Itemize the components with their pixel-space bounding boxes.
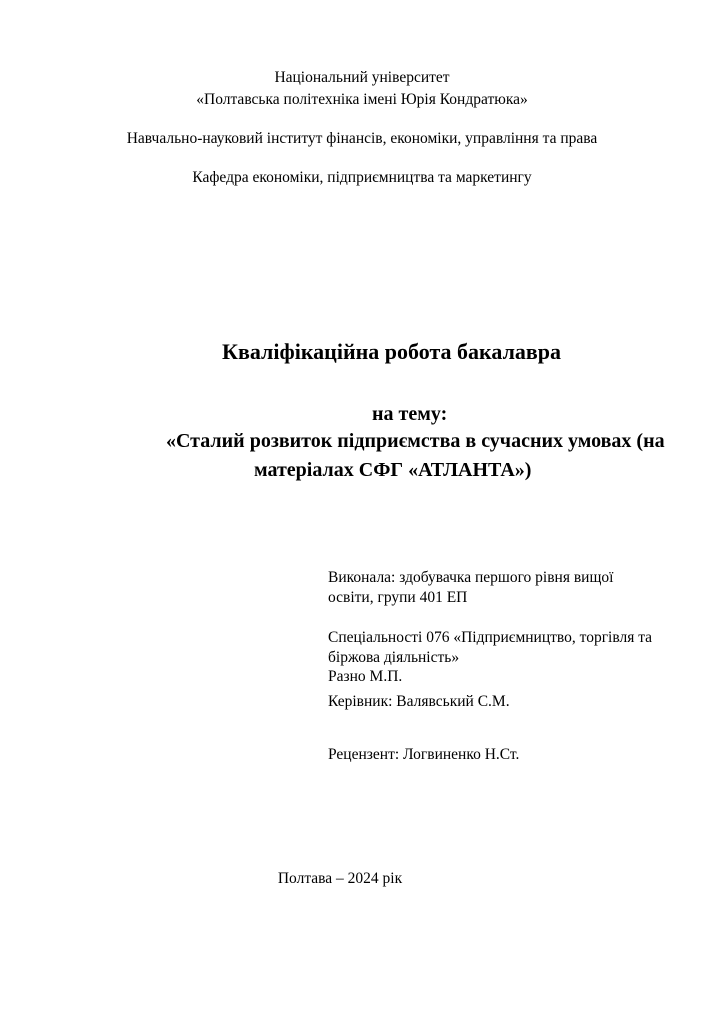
supervisor: Керівник: Валявський С.М.: [328, 693, 510, 710]
author-name: Разно М.П.: [328, 668, 403, 685]
university-name: «Полтавська політехніка імені Юрія Кондратюка»: [196, 91, 528, 108]
topic-line-1: «Сталий розвиток підприємства в сучасних умовах (на: [166, 430, 665, 452]
reviewer: Рецензент: Логвиненко Н.Ст.: [328, 746, 520, 763]
department-name: Кафедра економіки, підприємництва та маркетингу: [192, 169, 532, 186]
work-title: Кваліфікаційна робота бакалавра: [222, 339, 562, 364]
university-label: Національний університет: [274, 69, 450, 86]
topic-line-2: матеріалах СФГ «АТЛАНТА»): [254, 459, 532, 481]
institute-name: Навчально-науковий інститут фінансів, економіки, управління та права: [126, 130, 598, 147]
city-year: Полтава – 2024 рік: [277, 870, 403, 887]
specialty-line-2: біржова діяльність»: [328, 649, 460, 666]
topic-label: на тему:: [372, 403, 448, 425]
performed-by-line-1: Виконала: здобувачка першого рівня вищої: [328, 569, 614, 586]
specialty-line-1: Спеціальності 076 «Підприємництво, торгівля та: [328, 629, 653, 646]
performed-by-line-2: освіти, групи 401 ЕП: [328, 589, 468, 606]
